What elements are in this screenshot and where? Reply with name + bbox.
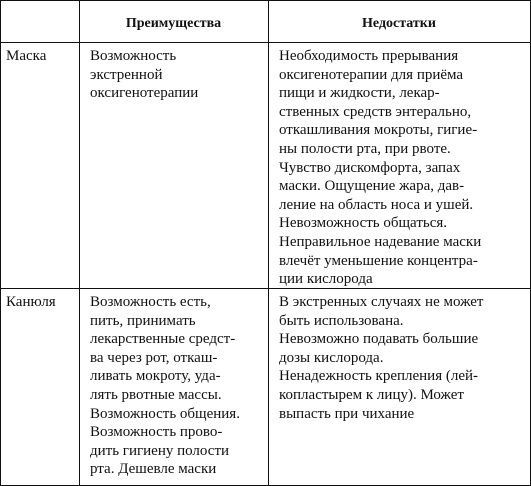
mask-disadvantages-line: оксигенотерапии для приёма — [279, 66, 464, 83]
mask-advantages — [90, 47, 198, 103]
mask-disadvantages-line: Неправильное надевание маски — [279, 233, 482, 250]
cannula-advantages-line: Возможность есть, — [90, 294, 211, 310]
row-label-mask: Маска — [6, 48, 47, 64]
cannula-disadvantages-line: В экстренных случаях не может — [279, 294, 484, 310]
mask-disadvantages-line: Невозможность общаться. — [279, 215, 448, 232]
mask-disadvantages-line: влечёт уменьшение концентра- — [279, 252, 478, 269]
mask-advantages-line: Возможность — [90, 48, 177, 64]
cannula-advantages-line: рта. Дешевле маски — [90, 461, 217, 478]
mask-disadvantages-line: Необходимость прерывания — [279, 48, 459, 64]
mask-disadvantages-line: Чувство дискомфорта, запах — [279, 159, 461, 176]
cannula-advantages — [90, 293, 240, 479]
mask-advantages-line: экстренной — [90, 66, 163, 83]
row-label-cannula: Канюля — [6, 294, 56, 310]
header-advantages: Преимущества — [125, 16, 222, 31]
mask-disadvantages-line: ции кислорода — [279, 271, 373, 288]
mask-disadvantages — [279, 47, 481, 289]
table-border-left — [0, 0, 1, 486]
cannula-advantages-line: лять рвотные массы. — [90, 386, 222, 403]
mask-disadvantages-line: ление на область носа и ушей. — [279, 196, 474, 213]
cannula-advantages-line: лекарственные средст- — [90, 331, 236, 348]
cannula-disadvantages-line: выпасть при чихание — [279, 405, 415, 422]
cannula-disadvantages-line: быть использована. — [279, 312, 404, 329]
mask-disadvantages-line: маски. Ощущение жара, дав- — [279, 178, 465, 195]
mask-disadvantages-line: пищи и жидкости, лекар- — [279, 85, 440, 102]
cannula-disadvantages — [279, 293, 483, 423]
cannula-advantages-line: Возможность общения. — [90, 405, 240, 422]
mask-disadvantages-line: откашливания мокроты, гигие- — [279, 122, 478, 139]
cannula-advantages-line: пить, принимать — [90, 312, 196, 329]
mask-advantages-line: оксигенотерапии — [90, 85, 199, 102]
column-divider-2 — [268, 0, 269, 486]
cannula-advantages-line: ва через рот, откаш- — [90, 349, 218, 366]
column-divider-1 — [79, 0, 80, 486]
mask-disadvantages-line: ственных средств энтерально, — [279, 103, 472, 120]
cannula-advantages-line: Возможность прово- — [90, 424, 223, 441]
cannula-disadvantages-line: Невозможно подавать большие — [279, 331, 479, 348]
header-disadvantages: Недостатки — [362, 16, 436, 31]
cannula-disadvantages-line: Ненадежность крепления (лей- — [279, 368, 479, 385]
cannula-advantages-line: дить гигиену полости — [90, 442, 230, 459]
cannula-disadvantages-line: дозы кислорода. — [279, 349, 384, 366]
mask-disadvantages-line: ны полости рта, при рвоте. — [279, 140, 451, 157]
cannula-advantages-line: ливать мокроту, уда- — [90, 368, 221, 385]
cannula-disadvantages-line: копластырем к лицу). Может — [279, 386, 464, 403]
